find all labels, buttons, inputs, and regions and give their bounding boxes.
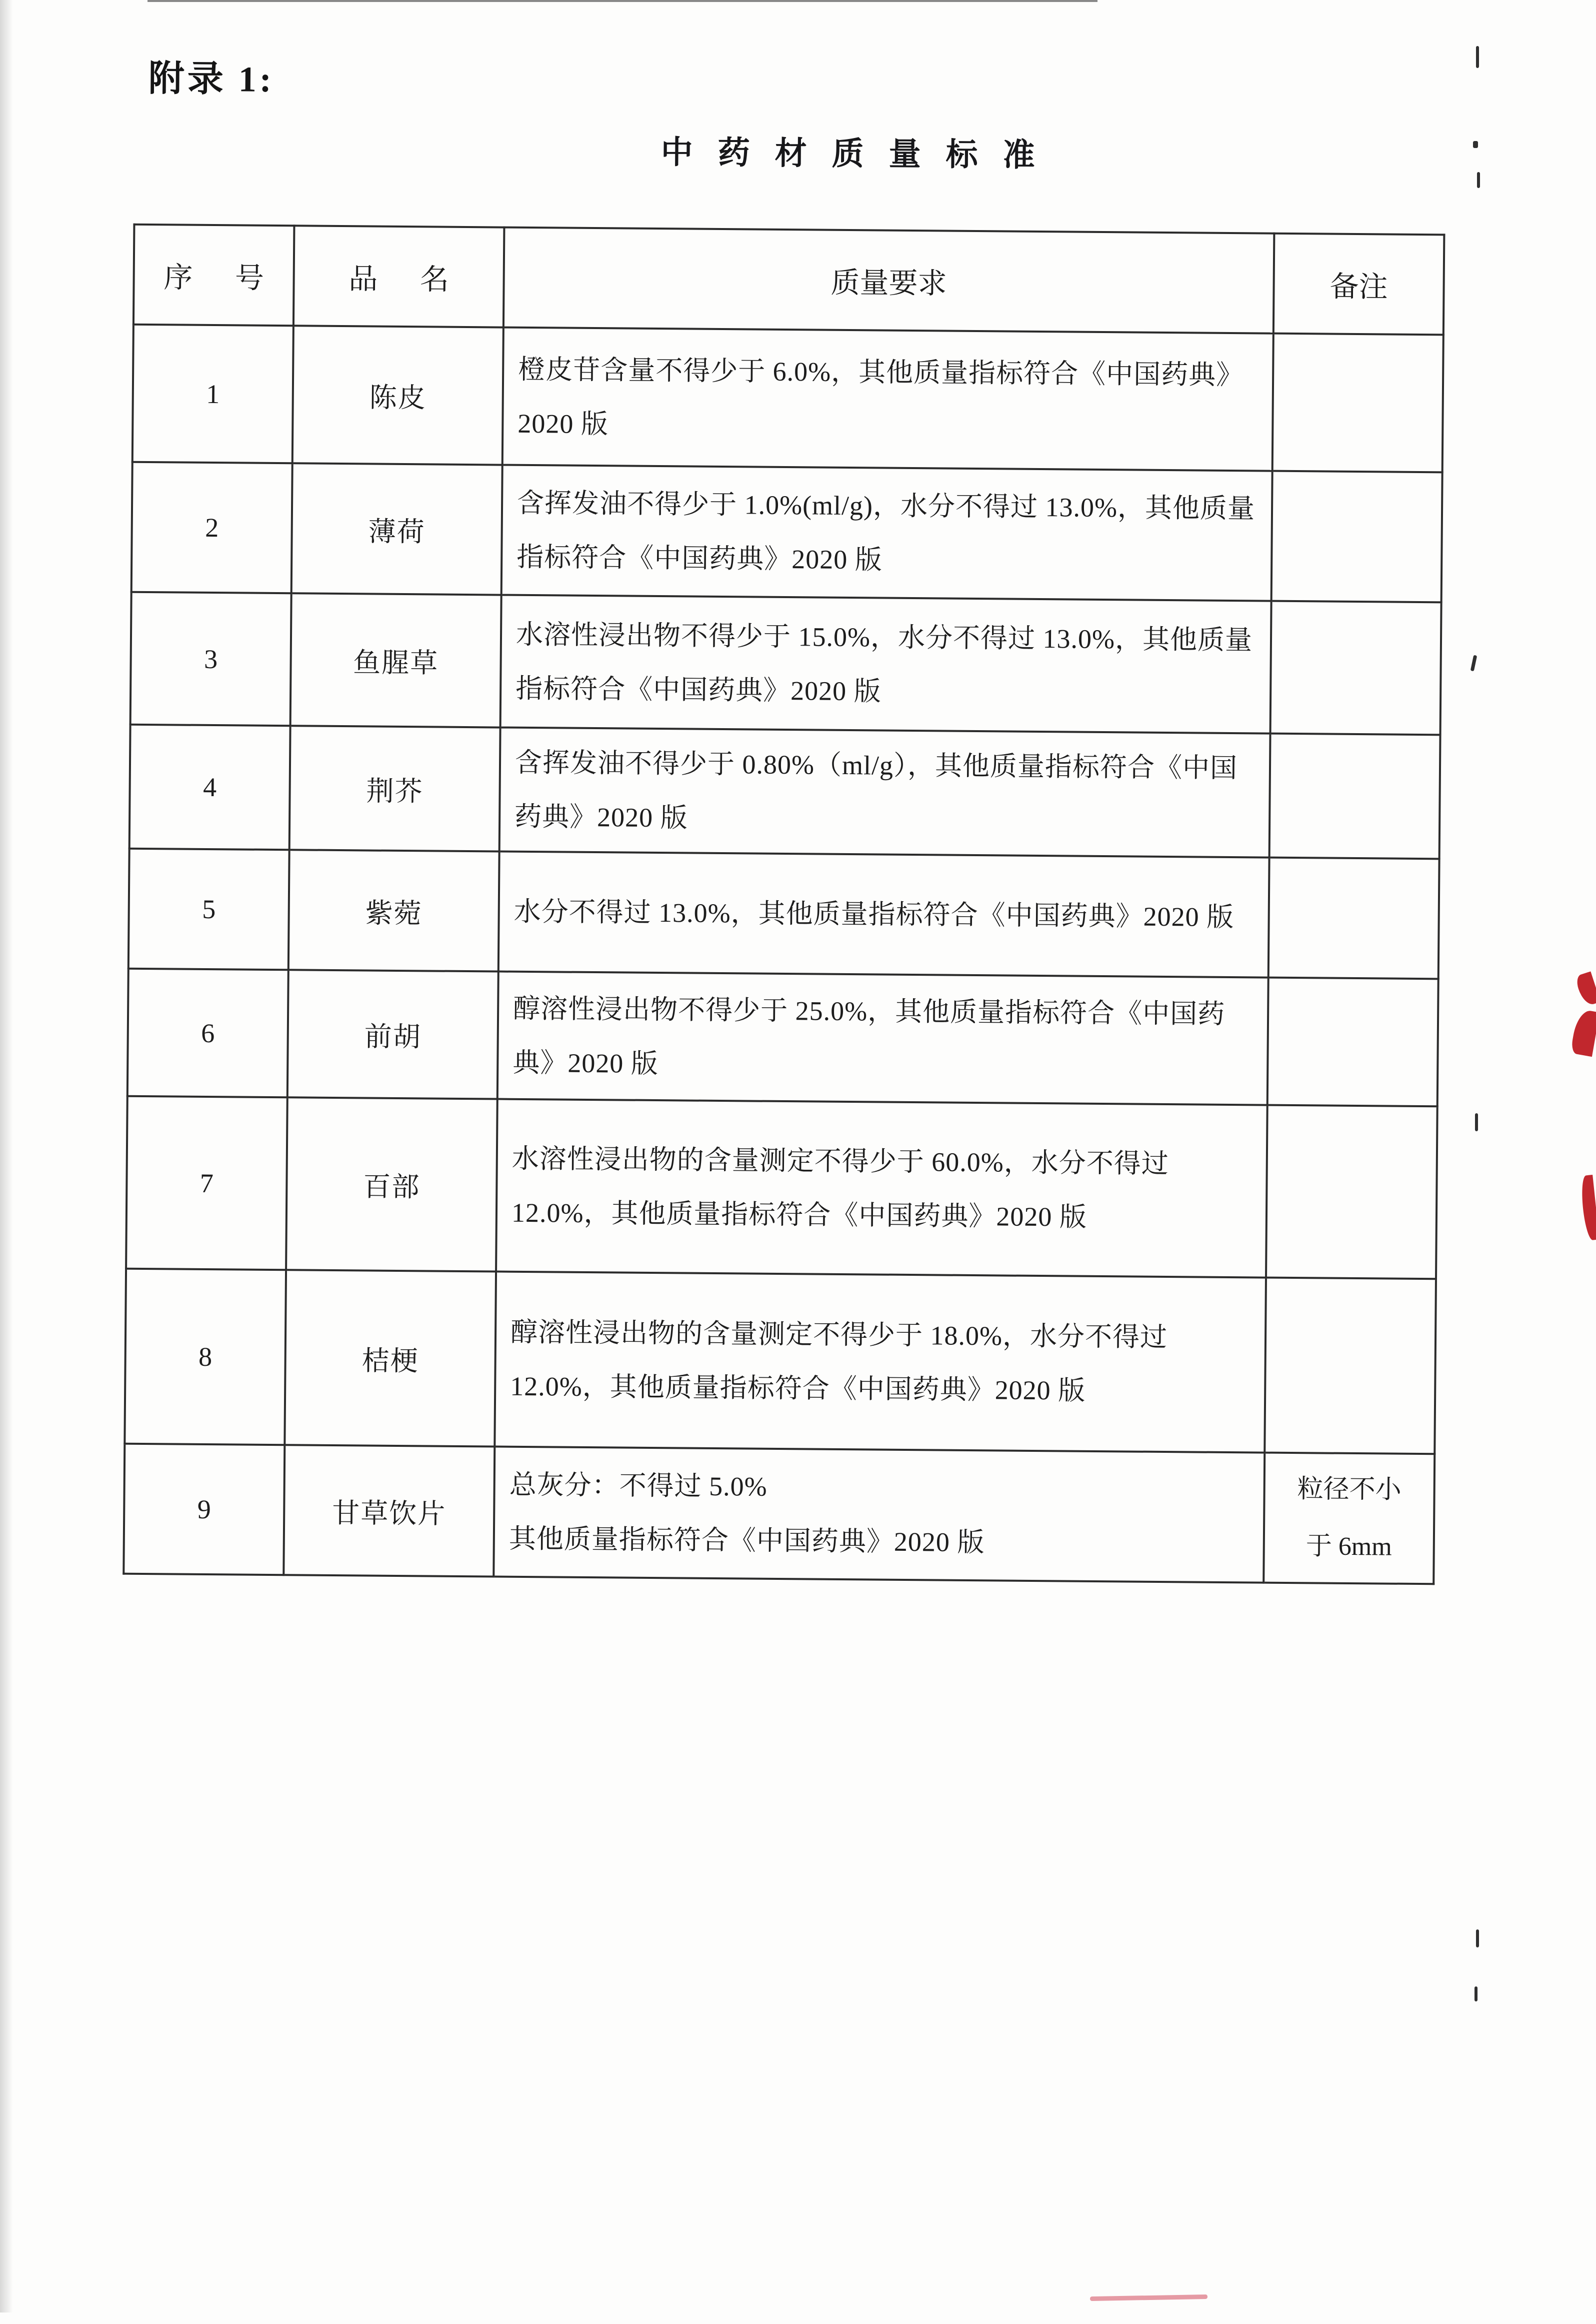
table-row (128, 969, 1438, 1107)
table-header-row (134, 225, 1444, 335)
product-name-cell: 紫菀 (288, 850, 500, 971)
table-row (132, 462, 1442, 603)
table-row (124, 1269, 1436, 1454)
row-index-cell: 3 (130, 592, 292, 726)
remark-cell (1266, 1105, 1438, 1279)
requirement-cell: 水分不得过 13.0%，其他质量指标符合《中国药典》2020 版 (498, 852, 1270, 978)
margin-mark (1473, 141, 1478, 148)
row-index-cell: 7 (126, 1096, 288, 1270)
row-index-cell: 5 (128, 849, 290, 970)
requirement-cell: 水溶性浸出物不得少于 15.0%，水分不得过 13.0%，其他质量指标符合《中国药典》2020 版 (500, 595, 1272, 734)
requirement-cell: 橙皮苷含量不得少于 6.0%，其他质量指标符合《中国药典》2020 版 (502, 328, 1274, 471)
margin-mark (1475, 1113, 1478, 1131)
product-name-cell: 百部 (286, 1097, 498, 1271)
margin-mark (1476, 1929, 1479, 1947)
remark-cell (1270, 734, 1440, 859)
row-index-cell: 8 (124, 1269, 286, 1445)
header-requirement: 质量要求 (504, 228, 1274, 334)
row-index-cell: 6 (128, 969, 288, 1098)
remark-cell (1264, 1278, 1436, 1454)
requirement-cell: 含挥发油不得少于 1.0%(ml/g)，水分不得过 13.0%，其他质量指标符合《中国药典》2020 版 (502, 465, 1272, 601)
product-name-cell: 薄荷 (292, 463, 502, 595)
quality-standards-table (122, 224, 1445, 1585)
product-name-cell: 甘草饮片 (284, 1445, 494, 1576)
requirement-cell: 总灰分：不得过 5.0% 其他质量指标符合《中国药典》2020 版 (494, 1447, 1264, 1583)
requirement-cell: 水溶性浸出物的含量测定不得少于 60.0%，水分不得过 12.0%，其他质量指标符合《中国药典》2020 版 (496, 1099, 1268, 1278)
table-row (130, 725, 1440, 859)
table-row (128, 849, 1440, 979)
page-title: 中 药 材 质 量 标 准 (660, 135, 1037, 173)
table-row (132, 325, 1444, 473)
row-index-cell: 2 (132, 462, 292, 594)
row-index-cell: 4 (130, 725, 290, 850)
appendix-label: 附录 1: (148, 58, 275, 100)
row-index-cell: 1 (132, 325, 294, 464)
margin-mark (1476, 46, 1479, 68)
header-name: 品 名 (294, 226, 504, 327)
requirement-cell: 含挥发油不得少于 0.80%（ml/g），其他质量指标符合《中国药典》2020 版 (500, 728, 1270, 858)
row-index-cell: 9 (124, 1444, 284, 1575)
table-row (124, 1444, 1434, 1584)
requirement-cell: 醇溶性浸出物不得少于 25.0%，其他质量指标符合《中国药典》2020 版 (498, 972, 1268, 1105)
remark-cell (1268, 858, 1440, 979)
requirement-cell: 醇溶性浸出物的含量测定不得少于 18.0%，水分不得过 12.0%，其他质量指标符合《中国药典》2020 版 (494, 1272, 1266, 1453)
header-remark: 备注 (1274, 234, 1444, 335)
header-index: 序 号 (134, 225, 294, 326)
product-name-cell: 陈皮 (292, 326, 504, 465)
margin-mark (1474, 1986, 1478, 2001)
remark-cell (1268, 978, 1438, 1107)
product-name-cell: 鱼腥草 (290, 593, 502, 727)
table-row (126, 1096, 1438, 1279)
table-row (130, 592, 1442, 735)
product-name-cell: 桔梗 (284, 1270, 496, 1446)
product-name-cell: 前胡 (288, 970, 498, 1099)
remark-cell (1270, 601, 1442, 735)
margin-mark (1477, 172, 1480, 188)
remark-cell (1272, 471, 1442, 603)
remark-cell (1272, 334, 1444, 473)
remark-cell: 粒径不小 于 6mm (1264, 1453, 1434, 1584)
product-name-cell: 荆芥 (290, 726, 500, 851)
